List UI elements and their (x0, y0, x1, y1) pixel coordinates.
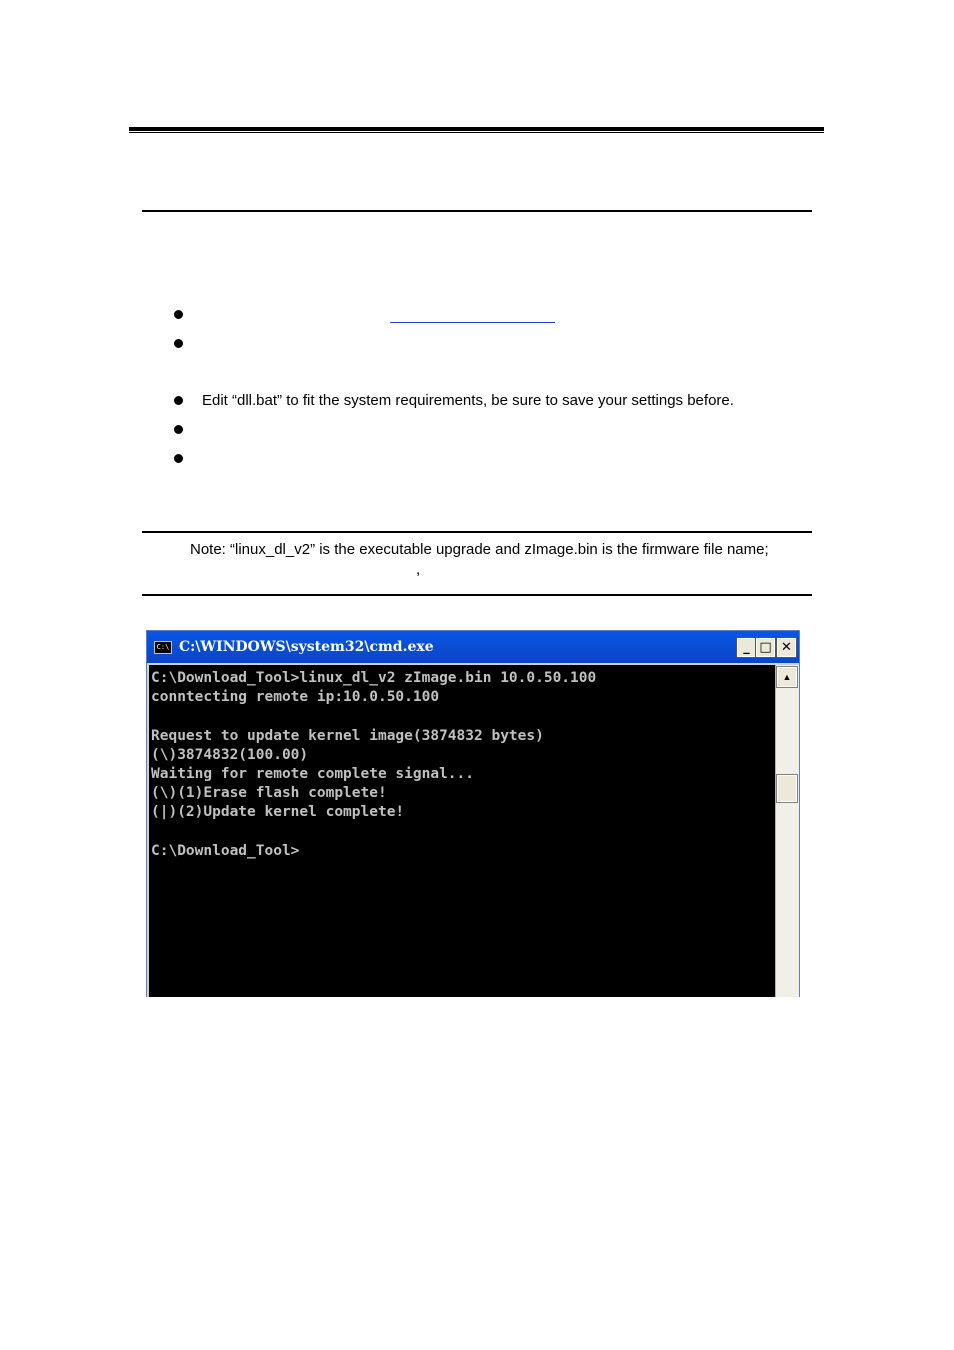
section-divider (142, 210, 812, 212)
console-line: (\)3874832(100.00) (151, 747, 309, 763)
console-line: Waiting for remote complete signal... (151, 766, 475, 782)
console-line: conntecting remote ip:10.0.50.100 (151, 689, 440, 705)
bullet-item-3: Edit “dll.bat” to fit the system requirements, be sure to save your settings before. (202, 392, 734, 409)
download-link[interactable] (390, 322, 555, 323)
console-line: Request to update kernel image(3874832 bytes) (151, 728, 544, 744)
console-prompt: C:\Download_Tool> (151, 843, 300, 859)
note-bottom-rule (142, 594, 812, 596)
bullet-dot (174, 310, 183, 319)
minimize-button[interactable]: _ (737, 638, 756, 657)
bullet-dot (174, 454, 183, 463)
header-rule-thin (129, 132, 824, 133)
cmd-icon: C:\ (154, 641, 172, 654)
note-continuation: , (416, 561, 421, 578)
title-bar[interactable] (147, 631, 799, 663)
header-rule (129, 127, 824, 131)
console-line: (\)(1)Erase flash complete! (151, 785, 387, 801)
note-text: Note: “linux_dl_v2” is the executable upgrade and zImage.bin is the firmware file name; (190, 541, 769, 558)
console-output[interactable] (149, 665, 775, 997)
close-button[interactable]: ✕ (777, 638, 796, 657)
window-title: C:\WINDOWS\system32\cmd.exe (179, 639, 434, 655)
maximize-button[interactable]: □ (756, 638, 775, 657)
console-line: C:\Download_Tool>linux_dl_v2 zImage.bin 10.0.50.100 (151, 670, 597, 686)
cmd-window (146, 630, 800, 997)
bullet-dot (174, 396, 183, 405)
bullet-dot (174, 339, 183, 348)
vertical-scrollbar[interactable] (775, 665, 799, 997)
console-line: (|)(2)Update kernel complete! (151, 804, 405, 820)
bullet-dot (174, 425, 183, 434)
scroll-thumb[interactable] (777, 775, 797, 802)
scroll-up-icon[interactable]: ▲ (777, 667, 797, 687)
note-top-rule (142, 531, 812, 533)
